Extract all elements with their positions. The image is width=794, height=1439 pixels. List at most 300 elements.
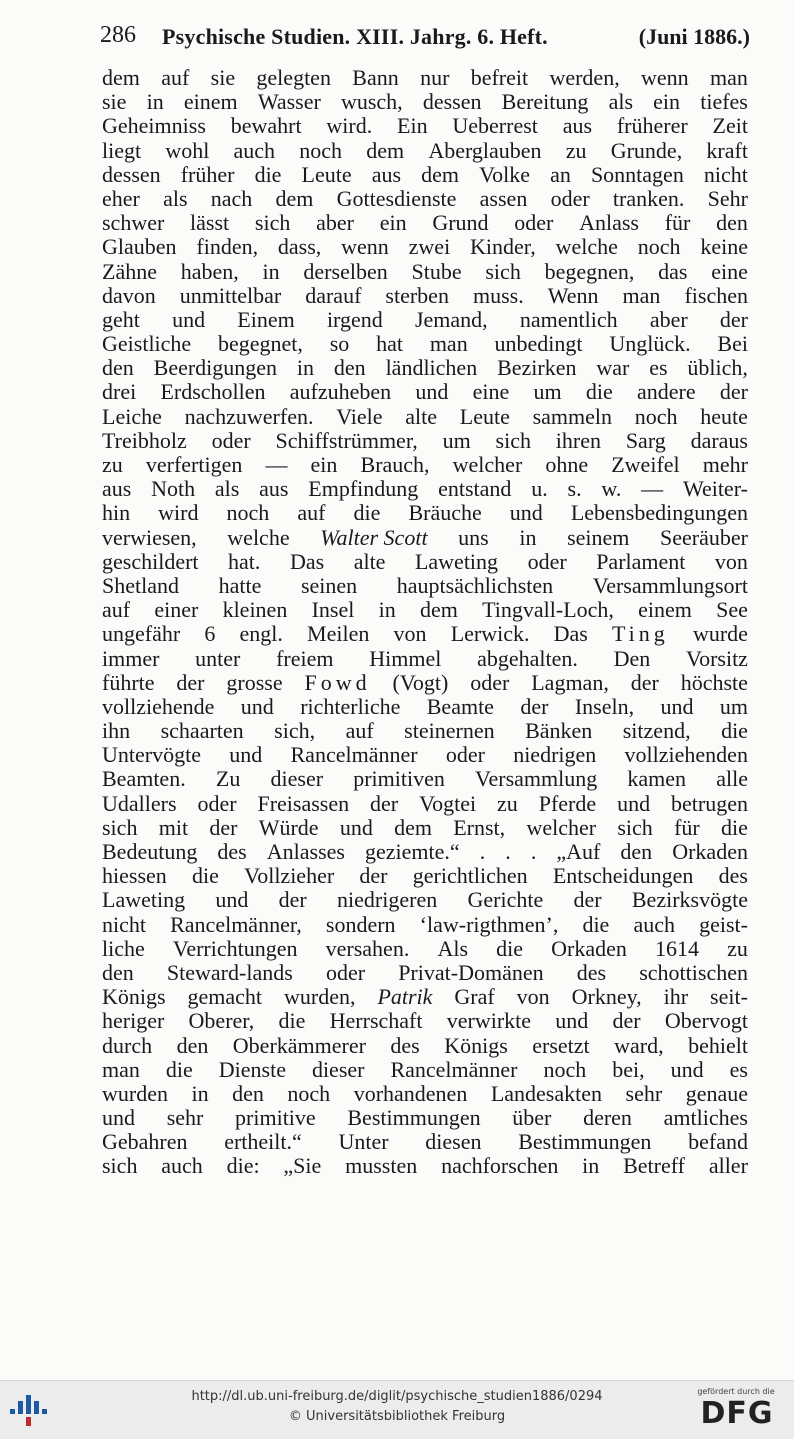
word: Zweifel: [611, 453, 680, 477]
word: einer: [154, 598, 199, 623]
word: zu: [102, 453, 123, 477]
word: als: [163, 186, 188, 211]
word: welche: [227, 525, 290, 550]
word: (Vogt): [392, 670, 449, 695]
word: das: [658, 259, 688, 284]
word: sammeln: [532, 404, 613, 429]
word: dessen: [422, 90, 482, 115]
word: hatte: [218, 573, 262, 598]
dfg-caption: gefördert durch die: [697, 1387, 775, 1396]
word: Shetland: [102, 573, 179, 598]
word: es: [649, 356, 668, 381]
word: ungefähr: [102, 622, 181, 647]
word: primitive: [235, 1106, 316, 1131]
text-line: [102, 864, 748, 888]
word: Vogtei: [419, 791, 477, 816]
word: Schiffstrümmer,: [275, 428, 418, 453]
word: auf: [161, 66, 190, 90]
word: und: [660, 694, 694, 719]
word: und: [670, 1057, 704, 1082]
dfg-logo[interactable]: DFG: [700, 1396, 774, 1431]
word: genaue: [685, 1081, 748, 1106]
word: des: [217, 840, 247, 864]
word: verfertigen: [145, 453, 243, 477]
word: Unglück.: [609, 332, 691, 357]
word: geschildert: [102, 549, 199, 574]
word: einem: [183, 90, 238, 115]
word: bei,: [612, 1057, 645, 1082]
word: einem: [638, 598, 692, 623]
word: sich: [485, 259, 521, 284]
word: gelegten: [256, 66, 331, 90]
word: sich: [254, 211, 291, 236]
word: des: [718, 864, 748, 889]
word: Bräuche: [408, 501, 482, 526]
word: heute: [700, 404, 748, 429]
word: hat: [376, 332, 403, 357]
word: Versammlung: [475, 767, 598, 792]
text-line: [102, 187, 748, 211]
word: für: [664, 211, 691, 236]
word: davon: [102, 283, 156, 308]
word: Ting: [612, 622, 669, 647]
word: sie: [102, 90, 127, 115]
word: finden,: [196, 235, 259, 260]
word: aufzuheben: [289, 380, 392, 405]
word: mehr: [702, 453, 748, 477]
word: Bei: [717, 332, 748, 357]
word: und: [240, 694, 274, 719]
word: seinem: [567, 525, 630, 550]
word: welche: [555, 235, 618, 260]
word: Steward-lands: [166, 960, 293, 985]
word: der: [719, 307, 748, 332]
word: Ein: [397, 114, 428, 139]
text-line: [102, 1082, 748, 1106]
word: nachzuwerfen.: [184, 404, 314, 429]
word: Weiter-: [682, 477, 748, 502]
word: mussten: [345, 1154, 418, 1179]
word: sehr: [166, 1106, 204, 1131]
running-title: Psychische Studien. XIII. Jahrg. 6. Heft.: [162, 24, 548, 49]
word: wurden,: [284, 985, 356, 1010]
word: Herrschaft: [329, 1009, 423, 1034]
word: wenn: [641, 66, 689, 90]
text-line: [102, 743, 748, 767]
word: die: [496, 936, 524, 961]
word: behielt: [688, 1033, 748, 1058]
word: auch: [633, 912, 675, 937]
word: Kinder,: [470, 235, 536, 260]
word: oder: [211, 428, 251, 453]
word: sehr: [625, 1081, 663, 1106]
word: Versammlungsort: [592, 573, 748, 598]
word: in: [582, 1154, 600, 1179]
word: als: [608, 90, 634, 115]
word: nicht: [102, 912, 146, 937]
word: Parlament: [596, 549, 686, 574]
word: um: [719, 694, 748, 719]
word: Beamte: [426, 694, 494, 719]
word: dem: [394, 815, 432, 840]
word: 1614: [655, 936, 700, 961]
word: andere: [637, 380, 696, 405]
word: noch: [543, 1057, 587, 1082]
text-line: [102, 840, 748, 864]
text-line: [102, 671, 748, 695]
word: wohl: [165, 138, 210, 163]
text-line: [102, 453, 748, 477]
word: verwiesen,: [102, 525, 197, 550]
text-line: [102, 308, 748, 332]
word: in: [378, 598, 396, 623]
word: Brauch,: [360, 453, 430, 477]
word: werden,: [549, 66, 620, 90]
word: liche: [102, 936, 145, 961]
word: um: [442, 428, 471, 453]
text-line: [102, 1154, 748, 1178]
word: über: [512, 1106, 552, 1131]
word: s.: [567, 477, 582, 502]
word: man: [429, 332, 468, 357]
word: Patrik: [377, 985, 433, 1010]
word: der: [176, 670, 205, 695]
word: den: [620, 840, 653, 864]
word: die: [585, 380, 613, 405]
word: dem: [275, 186, 314, 211]
word: richterliche: [300, 694, 401, 719]
word: ländlichen: [385, 356, 478, 381]
word: Vorsitz: [686, 646, 748, 671]
word: auf: [297, 501, 326, 526]
word: .: [505, 840, 511, 864]
word: zwei: [408, 235, 451, 260]
word: unmittelbar: [179, 283, 282, 308]
word: nachforschen: [441, 1154, 559, 1179]
word: uns: [458, 525, 489, 550]
word: die: [353, 501, 381, 526]
word: Orkaden: [672, 840, 748, 864]
word: begegnet,: [218, 332, 303, 357]
word: aus: [562, 114, 593, 139]
word: Landesakten: [490, 1081, 603, 1106]
word: hauptsächlichsten: [396, 573, 554, 598]
word: gemacht: [187, 985, 263, 1010]
word: welcher: [452, 453, 523, 477]
word: w.: [601, 477, 622, 502]
word: eine: [472, 380, 510, 405]
word: Bestimmungen: [518, 1130, 652, 1155]
viewer-footer: [0, 1380, 794, 1439]
word: den: [102, 356, 134, 381]
word: Freisassen: [257, 791, 350, 816]
word: .: [530, 840, 537, 864]
word: aus: [371, 162, 402, 187]
word: darauf: [305, 283, 362, 308]
word: Würde: [258, 815, 319, 840]
word: sitzend,: [622, 719, 691, 744]
word: Privat-Domänen: [398, 960, 544, 985]
text-line: [102, 598, 748, 622]
word: versahen.: [325, 936, 410, 961]
word: Als: [437, 936, 469, 961]
text-line: [102, 647, 748, 671]
word: so: [329, 332, 350, 357]
word: in: [519, 525, 537, 550]
page-header: [100, 22, 750, 52]
word: unter: [195, 646, 241, 671]
word: eher: [102, 186, 140, 211]
word: Inseln,: [574, 694, 635, 719]
word: u.: [531, 477, 548, 502]
word: auch: [233, 138, 276, 163]
word: zu: [497, 791, 518, 816]
word: oder: [514, 211, 554, 236]
word: Sarg: [625, 428, 666, 453]
word: nach: [210, 186, 253, 211]
word: die: [165, 1057, 193, 1082]
word: Lagman,: [531, 670, 609, 695]
text-line: [102, 622, 748, 646]
word: Rancelmänner,: [170, 912, 302, 937]
word: Walter Scott: [320, 525, 428, 550]
issue-date: (Juni 1886.): [638, 24, 750, 49]
word: ward,: [614, 1033, 664, 1058]
text-line: [102, 913, 748, 937]
word: keine: [700, 235, 748, 260]
word: begegnen,: [544, 259, 635, 284]
word: dem: [366, 138, 405, 163]
word: welcher: [526, 815, 597, 840]
word: führte: [102, 670, 155, 695]
word: und: [617, 791, 651, 816]
word: wurden: [102, 1081, 168, 1106]
word: für: [674, 815, 700, 840]
text-line: [102, 139, 748, 163]
word: auf: [345, 719, 374, 744]
word: Fowd: [304, 670, 371, 695]
word: Tingvall-Loch,: [482, 598, 614, 623]
word: —: [265, 453, 288, 477]
word: des: [576, 960, 607, 985]
word: sie: [210, 66, 236, 90]
word: lässt: [190, 211, 230, 236]
word: Bezirksvögte: [631, 888, 748, 913]
word: sich: [495, 428, 531, 453]
text-line: [102, 816, 748, 840]
word: war: [596, 356, 630, 381]
word: Geistliche: [102, 332, 192, 357]
word: an: [550, 162, 571, 187]
word: Gebahren: [102, 1130, 188, 1155]
word: Obervogt: [664, 1009, 748, 1034]
text-line: [102, 767, 748, 791]
word: Treibholz: [102, 428, 187, 453]
word: sich: [102, 815, 138, 840]
word: Bereitung: [501, 90, 589, 115]
word: Himmel: [369, 646, 442, 671]
word: steinernen: [404, 719, 495, 744]
word: oder: [197, 791, 237, 816]
word: Leute: [459, 404, 510, 429]
word: bewahrt: [230, 114, 302, 139]
word: Gerichte: [467, 888, 544, 913]
word: noch: [287, 1081, 331, 1106]
text-line: [102, 235, 748, 259]
word: Wasser: [257, 90, 321, 115]
word: Den: [613, 646, 651, 671]
word: oder: [445, 743, 485, 768]
word: dem: [102, 66, 140, 90]
text-line: [102, 380, 748, 404]
word: Verrichtungen: [172, 936, 298, 961]
word: betrugen: [670, 791, 748, 816]
word: in: [296, 356, 315, 381]
word: die: [720, 815, 748, 840]
word: Glauben: [102, 235, 177, 260]
word: um: [533, 380, 562, 405]
text-line: [102, 526, 748, 550]
text-line: [102, 114, 748, 138]
word: wird.: [326, 114, 373, 139]
word: von: [714, 549, 748, 574]
word: Bestimmungen: [347, 1106, 481, 1131]
word: gerichtlichen: [412, 864, 528, 889]
word: haben,: [180, 259, 239, 284]
word: kleinen: [222, 598, 288, 623]
word: wenn: [341, 235, 389, 260]
word: alte: [405, 404, 438, 429]
word: Jemand,: [414, 307, 488, 332]
word: noch: [299, 138, 343, 163]
word: Orkney,: [571, 985, 642, 1010]
word: freiem: [276, 646, 334, 671]
word: Stube: [411, 259, 462, 284]
word: der: [573, 888, 602, 913]
word: aber: [649, 307, 688, 332]
word: Dienste: [218, 1057, 286, 1082]
word: dem: [421, 162, 459, 187]
word: den: [716, 211, 748, 236]
word: dass,: [277, 235, 322, 260]
word: zu: [565, 138, 587, 163]
word: den: [176, 1033, 209, 1058]
word: früherer: [616, 114, 688, 139]
word: die:: [226, 1154, 260, 1179]
word: üblich,: [687, 356, 748, 381]
text-line: [102, 501, 748, 525]
word: sterben: [385, 283, 449, 308]
word: Lerwick.: [450, 622, 530, 647]
word: auf: [102, 598, 131, 623]
word: Zähne: [102, 259, 157, 284]
word: Vollzieher: [244, 864, 335, 889]
word: Einem: [237, 307, 295, 332]
permalink-url[interactable]: http://dl.ub.uni-freiburg.de/diglit/psychische_studien1886/0294: [191, 1389, 603, 1404]
word: oder: [550, 186, 590, 211]
word: Betreff: [623, 1154, 685, 1179]
word: alte: [353, 549, 386, 574]
word: die: [192, 864, 219, 889]
word: Volke: [479, 162, 531, 187]
word: aus: [259, 477, 289, 502]
word: „Auf: [556, 840, 601, 864]
word: Erdschollen: [160, 380, 266, 405]
text-line: [102, 1106, 748, 1130]
word: fischen: [684, 283, 748, 308]
word: den: [232, 1081, 264, 1106]
word: wird: [158, 501, 199, 526]
word: heriger: [102, 1009, 165, 1034]
word: oder: [325, 960, 366, 985]
word: vorhandenen: [353, 1081, 468, 1106]
word: in: [146, 90, 164, 115]
word: Laweting: [414, 549, 499, 574]
word: und: [415, 380, 449, 405]
text-line: [102, 284, 748, 308]
text-line: [102, 1009, 748, 1033]
word: die: [582, 912, 610, 937]
word: dem: [419, 598, 458, 623]
text-line: [102, 260, 748, 284]
text-line: [102, 1034, 748, 1058]
copyright-notice: © Universitätsbibliothek Freiburg: [288, 1409, 506, 1424]
word: Beamten.: [102, 767, 186, 792]
word: diesen: [425, 1130, 482, 1155]
word: Leiche: [102, 404, 162, 429]
word: irgend: [326, 307, 383, 332]
word: ihr: [663, 985, 689, 1010]
word: namentlich: [519, 307, 618, 332]
word: geht: [102, 307, 140, 332]
word: Entscheidungen: [552, 864, 694, 889]
word: immer: [102, 646, 160, 671]
word: Seeräuber: [660, 525, 748, 550]
word: assen: [479, 186, 528, 211]
word: tiefes: [700, 90, 748, 115]
word: und: [172, 307, 206, 332]
word: Viele: [336, 404, 383, 429]
word: hat.: [228, 549, 261, 574]
word: und: [229, 743, 263, 768]
word: Aberglauben: [428, 138, 542, 163]
word: und: [509, 501, 543, 526]
word: Meilen: [307, 622, 370, 647]
word: geziemte.“: [365, 840, 460, 864]
word: von: [516, 985, 550, 1010]
word: Leute: [301, 162, 352, 187]
word: See: [716, 598, 748, 623]
word: .: [479, 840, 486, 864]
word: Ernst,: [453, 815, 506, 840]
word: die: [721, 719, 748, 744]
text-line: [102, 66, 748, 90]
word: noch: [226, 501, 270, 526]
word: eine: [711, 259, 748, 284]
word: nur: [420, 66, 450, 90]
text-line: [102, 937, 748, 961]
word: —: [641, 477, 664, 502]
word: Sonntagen: [590, 162, 684, 187]
word: der: [630, 670, 659, 695]
word: Gottesdienste: [336, 186, 457, 211]
word: derselben: [303, 259, 388, 284]
word: den: [333, 356, 366, 381]
word: vollziehende: [102, 694, 215, 719]
word: Grunde,: [610, 138, 683, 163]
word: man: [622, 283, 661, 308]
word: unbedingt: [494, 332, 583, 357]
